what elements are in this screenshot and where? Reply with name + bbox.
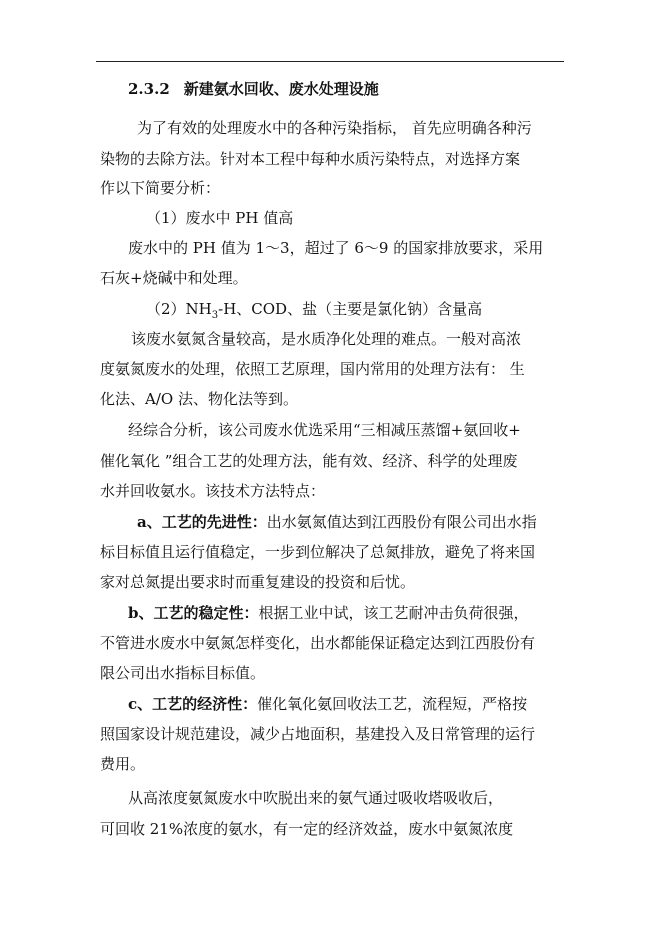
paragraph-line: 催化氧化 ”组合工艺的处理方法，能有效、经济、科学的处理废 [100,452,518,470]
paragraph-line: 标目标值且运行值稳定，一步到位解决了总氮排放，避免了将来国 [100,543,536,561]
paragraph-line: 染物的去除方法。针对本工程中每种水质污染特点，对选择方案 [100,150,521,168]
feature-c-line [128,694,598,714]
list-item-1: （1）废水中 PH 值高 [146,209,294,227]
feature-a-line [137,512,607,532]
paragraph-line: 废水中的 PH 值为 1～3，超过了 6～9 的国家排放要求，采用 [128,239,544,257]
paragraph-line: 从高浓度氨氮废水中吹脱出来的氨气通过吸收塔吸收后， [128,789,504,807]
paragraph-line: 该废水氨氮含量较高，是水质净化处理的难点。一般对高浓 [131,330,522,348]
paragraph-line: 不管进水废水中氨氮怎样变化，出水都能保证稳定达到江西股份有 [100,634,536,652]
section-heading [128,78,379,99]
paragraph-line: 可回收 21%浓度的氨水，有一定的经济效益，废水中氨氮浓度 [100,820,514,838]
feature-b-text: 根据工业中试，该工艺耐冲击负荷很强， [258,604,529,622]
paragraph-line: 费用。 [100,755,146,773]
paragraph-line: 家对总氮提出要求时而重复建设的投资和后忧。 [100,573,416,591]
paragraph-line: 度氨氮废水的处理，依照工艺原理，国内常用的处理方法有： 生 [100,360,525,378]
paragraph-line: 为了有效的处理废水中的各种污染指标， 首先应明确各种污 [137,119,532,137]
list-item-2 [146,299,616,319]
paragraph-line: 石灰+烧碱中和处理。 [100,269,248,287]
feature-b-label: b、工艺的稳定性： [128,604,259,622]
feature-b-line [128,603,598,623]
paragraph-line: 作以下简要分析： [100,179,221,197]
paragraph-line: 化法、A/O 法、物化法等到。 [100,390,298,408]
section-title: 新建氨水回收、废水处理设施 [183,80,379,98]
paragraph-line: 照国家设计规范建设，减少占地面积，基建投入及日常管理的运行 [100,725,536,743]
header-rule [96,61,564,62]
feature-a-label: a、工艺的先进性： [137,513,267,531]
paragraph-line: 水并回收氨水。该技术方法特点： [100,482,326,500]
list-item-2-suffix: -H、COD、盐（主要是氯化钠）含量高 [218,300,483,318]
feature-c-text: 催化氧化氨回收法工艺，流程短，严格按 [257,695,528,713]
section-number: 2.3.2 [128,80,170,98]
paragraph-line: 经综合分析，该公司废水优选采用“三相减压蒸馏+氨回收+ [128,421,521,439]
feature-c-label: c、工艺的经济性： [128,695,258,713]
paragraph-line: 限公司出水指标目标值。 [100,664,266,682]
list-item-2-subscript: 3 [211,310,219,321]
list-item-2-prefix: （2）NH [146,300,212,318]
feature-a-text: 出水氨氮值达到江西股份有限公司出水指 [266,513,537,531]
